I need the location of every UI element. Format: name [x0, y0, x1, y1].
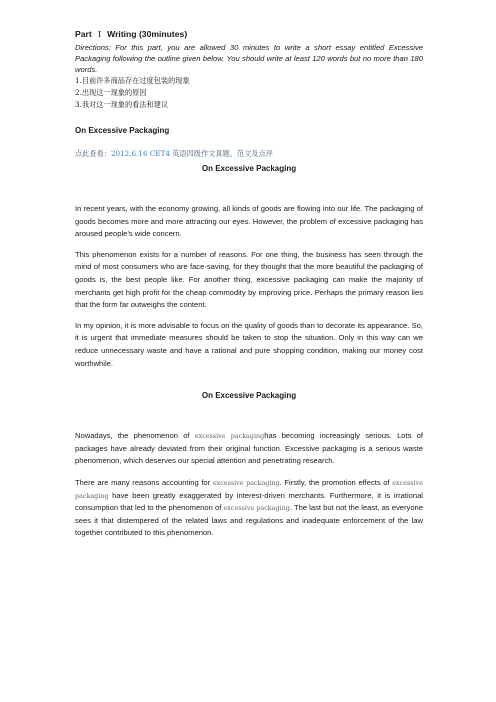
- essay2-p2-term-2: excessive packaging: [75, 478, 424, 500]
- outline-item: 1.目前许多商品存在过度包装的现象: [75, 76, 190, 85]
- reference-suffix: 英语四级作文真题、范文及点评: [169, 149, 273, 158]
- outline-list: [75, 75, 423, 111]
- essay2-p1-term: excessive packaging: [194, 432, 265, 441]
- reference-prefix: 点此查看：: [75, 149, 111, 158]
- essay1-title: On Excessive Packaging: [201, 164, 297, 173]
- essay2-p2-term-1: excessive packaging: [212, 478, 280, 487]
- directions-text: Directions: For this part, you are allowed 30 minutes to write a short essay entitled Excessive Packaging following the outline given below. You should write at least 120 words but no more than 180 words.: [75, 43, 423, 74]
- essay2-p1-text-a: Nowadays, the phenomenon of: [75, 431, 195, 441]
- essay2-p2-text-d: . The last but not the least, as everyone sees it that distempered of the related laws and regulations and inadequate enforcement of the law together contributed to this phenomenon.: [75, 503, 423, 538]
- essay2-title: On Excessive Packaging: [201, 391, 297, 401]
- essay2-p2-term-3: excessive packaging: [223, 504, 290, 513]
- part-heading: [75, 28, 423, 41]
- reference-line: [75, 148, 423, 160]
- essay1-paragraph-2: This phenomenon exists for a number of reasons. For one thing, the business has seen through the mind of most consumers who are face-saving, for they thought that the more beautiful the packaging of goods is, the best people like. For another thing, excessive packaging can make the majority of merchants get high profit for the cheap commodity by improving price. Perhaps the primary reason lies that the form far outweighs the content.: [75, 249, 423, 310]
- document-page: [75, 28, 423, 540]
- reference-link[interactable]: 2012.6.16 CET4: [110, 149, 170, 158]
- part-roman-numeral: Ⅰ: [97, 30, 102, 40]
- outline-item: 3.我对这一现象的看法和建议: [75, 100, 169, 109]
- essay2-p2-text-c: have been greatly exaggerated by interest-driven merchants. Furthermore, it is irrational consumption that led to the phenomenon of: [75, 490, 423, 513]
- part-label: Part: [75, 29, 92, 39]
- essay-heading: On Excessive Packaging: [75, 126, 170, 135]
- essay2-paragraph-2: [75, 477, 423, 540]
- outline-item: 2.出现这一现象的原因: [75, 88, 147, 97]
- essay2-p2-text-b: . Firstly, the promotion effects of: [279, 477, 393, 487]
- essay1-paragraph-3: In my opinion, it is more advisable to focus on the quality of goods than to decorate its appearance. So, it is urgent that immediate measures should be taken to stop the situation. Only in this way can we reduce unnecessary waste and have a rational and pure shopping condition, making our money cost worthwhile.: [75, 320, 423, 368]
- part-title: Writing (30minutes): [107, 29, 188, 39]
- essay2-paragraph-1: [75, 430, 423, 468]
- essay2-p1-text-b: has becoming increasingly serious. Lots of packages have already deviated from their original function. Excessive packaging is a serious waste phenomenon, which deserves our special attention and penetrating research.: [75, 431, 424, 466]
- essay2-p2-text-a: There are many reasons accounting for: [75, 477, 213, 487]
- essay1-paragraph-1: In recent years, with the economy growing, all kinds of goods are flowing into our life. The packaging of goods becomes more and more attracting our eyes. However, the problem of excessive packaging has aroused people’s wide concern.: [75, 204, 423, 239]
